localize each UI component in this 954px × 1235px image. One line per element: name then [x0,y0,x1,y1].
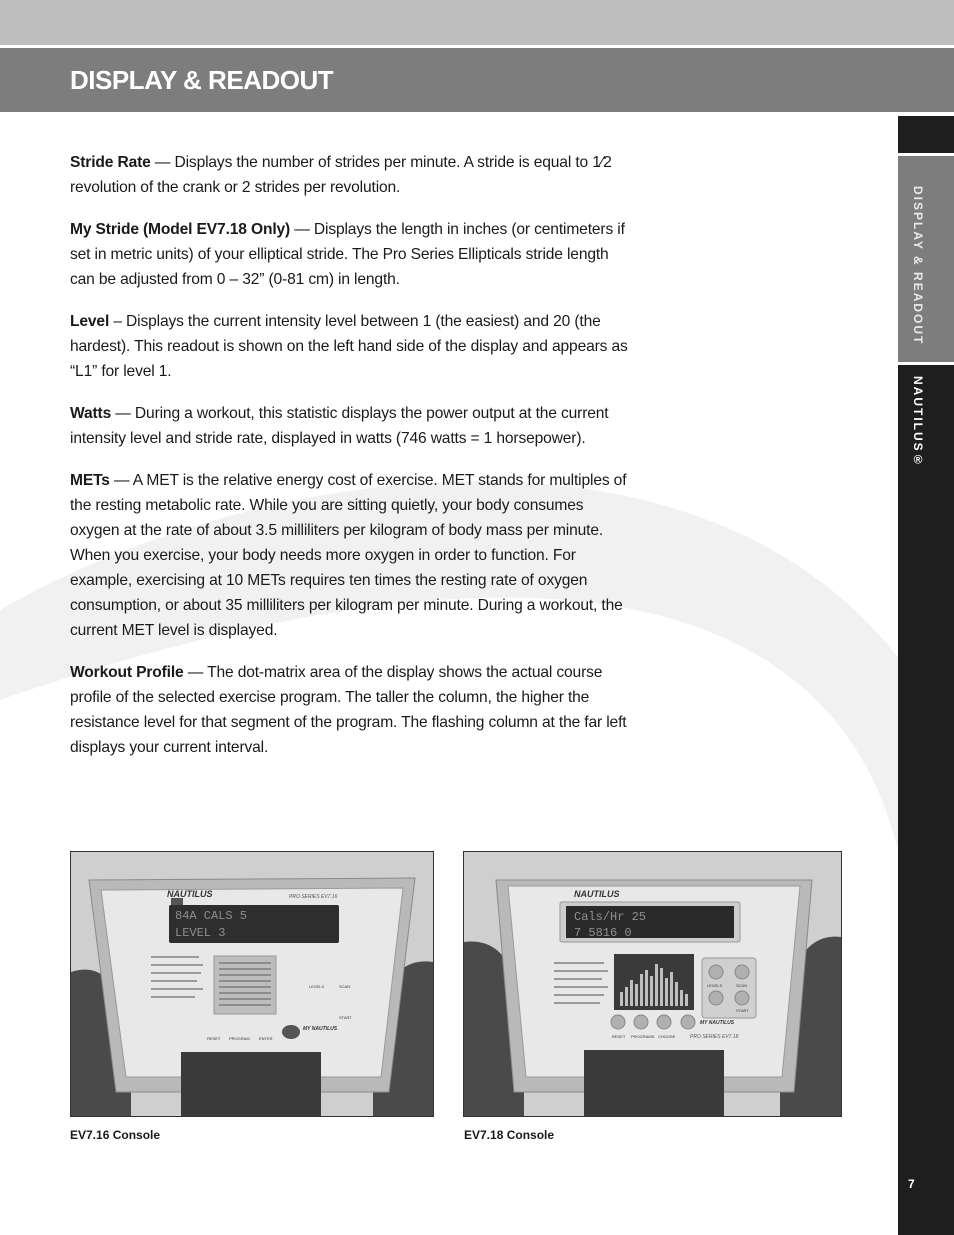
figure-caption-ev718: EV7.18 Console [464,1128,555,1142]
console-brand: NAUTILUS [574,889,620,899]
btn-label: SCAN [339,984,351,989]
ev718-console-photo [463,851,842,1117]
body-text [70,150,635,777]
definition: — Displays the number of strides per minute. A stride is equal to 1⁄2 revolution of the crank or 2 strides per revolution. [70,154,612,196]
btn-label: CHOOSE [658,1034,676,1039]
console-brand: NAUTILUS [167,889,213,899]
btn-label: LEVELS [309,984,325,989]
my-nautilus-logo: MY NAUTILUS [303,1026,338,1032]
side-section-label: DISPLAY & READOUT [911,186,925,346]
definition: – Displays the current intensity level between 1 (the easiest) and 20 (the hardest). This readout is shown on the left hand side of the display and appears as “L1” for level 1. [70,313,628,380]
page-number: 7 [908,1177,915,1191]
lcd-line-2: LEVEL 3 [175,926,226,940]
figure-caption-ev716: EV7.16 Console [70,1128,161,1142]
ev716-console-photo [70,851,434,1117]
term: Level [70,313,110,330]
btn-label: START [339,1015,352,1020]
paragraph-mets [70,468,635,643]
btn-label: ENTER [259,1036,273,1041]
definition: — Displays the length in inches (or centimeters if set in metric units) of your elliptical stride. The Pro Series Ellipticals stride length can be adjusted from 0 – 32” (0-81 cm) in length. [70,221,625,288]
console-series: PRO SERIES EV7.16 [289,894,338,900]
lcd-line-1: Cals/Hr 25 [574,910,647,924]
term: METs [70,472,110,489]
btn-label: PROGRAMS [631,1034,655,1039]
term: Watts [70,405,112,422]
paragraph-level [70,309,635,384]
definition: — During a workout, this statistic displays the power output at the current intensity level and stride rate, displayed in watts (746 watts = 1 horsepower). [70,405,609,447]
my-nautilus-logo: MY NAUTILUS [700,1020,735,1026]
paragraph-stride-rate [70,150,635,200]
btn-label: SCAN [736,983,748,988]
term: My Stride (Model EV7.18 Only) [70,221,291,238]
paragraph-watts [70,401,635,451]
top-band [0,0,954,45]
term: Stride Rate [70,154,151,171]
btn-label: RESET [612,1034,626,1039]
side-tab-top [898,116,954,153]
paragraph-workout-profile [70,660,635,760]
btn-label: LEVELS [707,983,723,988]
paragraph-my-stride [70,217,635,292]
term: Workout Profile [70,664,184,681]
btn-label: PROGRAM [229,1036,250,1041]
side-brand-label: NAUTILUS® [911,376,925,469]
side-tab-brand [898,365,954,1235]
btn-label: START [736,1008,749,1013]
definition: — The dot-matrix area of the display shows the actual course profile of the selected exercise program. The taller the column, the higher the resistance level for that segment of the program. The flashing column at the far left displays your current interval. [70,664,627,756]
btn-label: RESET [207,1036,221,1041]
definition: — A MET is the relative energy cost of exercise. MET stands for multiples of the resting metabolic rate. While you are sitting quietly, your body consumes oxygen at the rate of about 3.5 milliliters per kilogram of body mass per minute. When you exercise, your body needs more oxygen in order to function. For example, exercising at 10 METs requires ten times the resting rate of oxygen consumption, or about 35 milliliters per kilogram per minute. During a workout, the current MET level is displayed. [70,472,627,639]
page-title: DISPLAY & READOUT [70,65,334,95]
lcd-line-1: 84A CALS 5 [175,909,248,923]
side-tab-section [898,156,954,362]
console-series: PRO SERIES EV7.18 [690,1034,739,1040]
lcd-line-2: 7 5816 0 [574,926,632,940]
